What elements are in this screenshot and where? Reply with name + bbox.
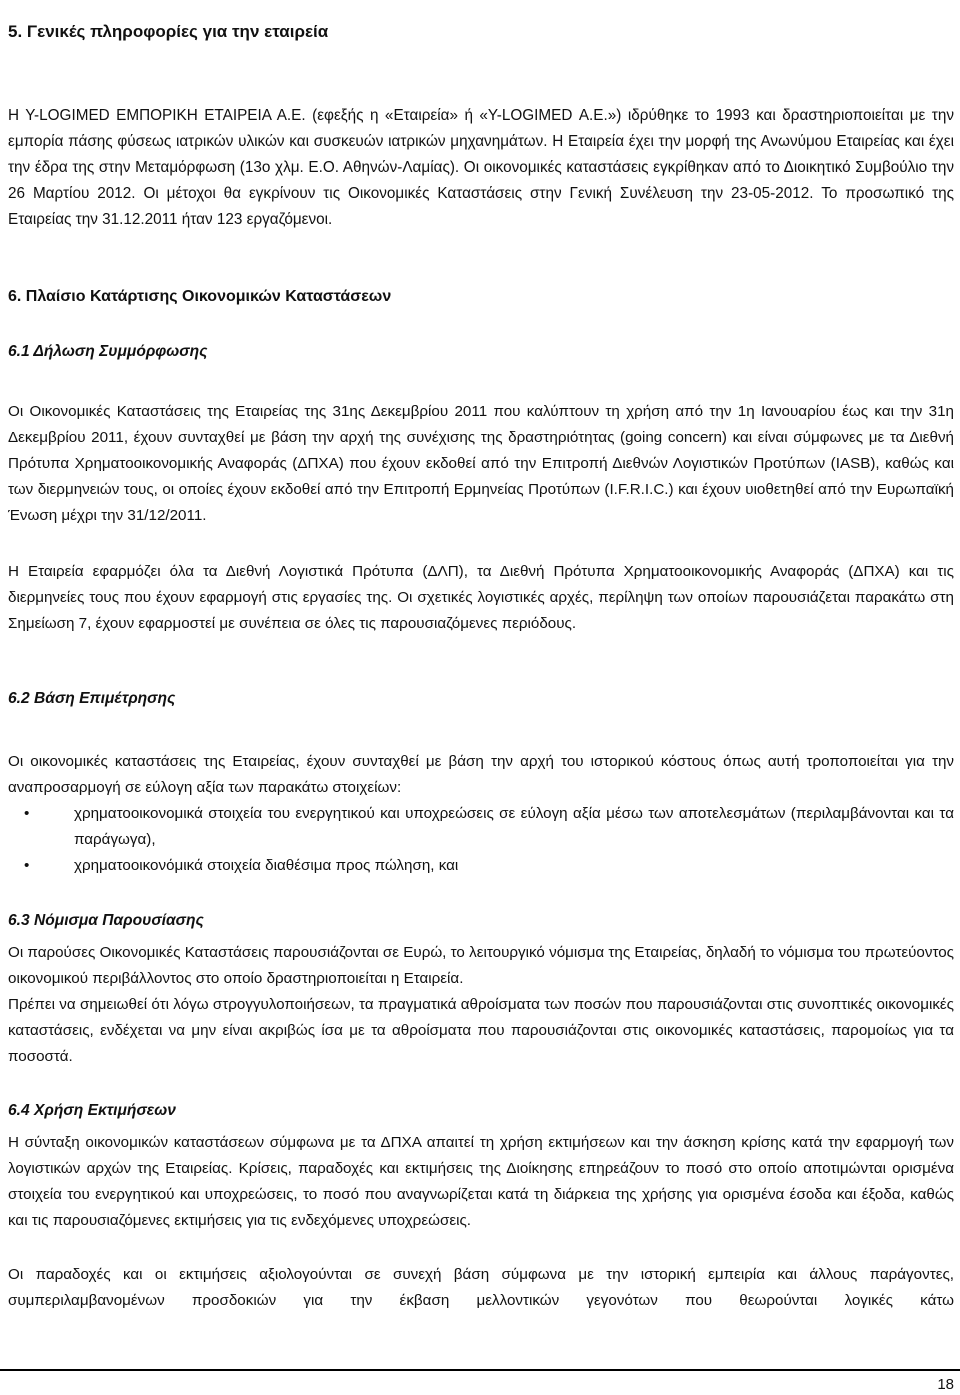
estimates-text: Η σύνταξη οικονομικών καταστάσεων σύμφωνα με τα ΔΠΧΑ απαιτεί τη χρήση εκτιμήσεων και την άσκηση κρίσης κατά την εφαρμογή των λογιστικών αρχών της Εταιρείας. Κρίσεις, παραδοχές και εκτιμήσεις της Διοίκησης επηρεάζουν το ποσό στο οποίο αποτιμώνται ορισμένα στοιχεία του ενεργητικού και υποχρεώσεις, το ποσό που αναγνωρίζεται κατά τη διάρκεια της χρήσης για ορισμένα έσοδα και έξοδα, καθώς και τις παρουσιαζόμενες εκτιμήσεις για τις ενδεχόμενες υποχρεώσεις.	[8, 1134, 954, 1229]
list-item: • χρηματοοικονόμικά στοιχεία διαθέσιμα προς πώληση, και	[8, 853, 954, 879]
section-6-4-paragraph-1	[8, 1130, 954, 1234]
section-6-3-heading: 6.3 Νόμισμα Παρουσίασης	[8, 912, 204, 929]
standards-text: Η Εταιρεία εφαρμόζει όλα τα Διεθνή Λογιστικά Πρότυπα (ΔΛΠ), τα Διεθνή Πρότυπα Χρηματοοικονομικής Αναφοράς (ΔΠΧΑ) και τις διερμηνείες τους που έχουν εφαρμογή στις εργασίες της. Οι σχετικές λογιστικές αρχές, περίληψη των οποίων παρουσιάζεται παρακάτω στη Σημείωση 7, έχουν εφαρμοστεί με συνέπεια σε όλες τις παρουσιαζόμενες περιόδους.	[8, 563, 954, 632]
section-6-2-paragraph	[8, 749, 954, 801]
section-6-2-bullet-list	[8, 801, 954, 879]
section-6-2-heading: 6.2 Βάση Επιμέτρησης	[8, 690, 176, 707]
measurement-basis-text: Οι οικονομικές καταστάσεις της Εταιρείας, έχουν συνταχθεί με βάση την αρχή του ιστορικού κόστους όπως αυτή τροποποιείται για την αναπροσαρμογή σε εύλογη αξία των παρακάτω στοιχείων:	[8, 753, 954, 796]
section-6-3-paragraph-2	[8, 992, 954, 1070]
footer-divider	[0, 1369, 960, 1371]
company-info-text: Η Υ-LOGIMED ΕΜΠΟΡΙΚΗ ΕΤΑΙΡΕΙΑ Α.Ε. (εφεξής η «Εταιρεία» ή «Υ-LOGIMED Α.Ε.») ιδρύθηκε το 1993 και δραστηριοποιείται με την εμπορία πάσης φύσεως ιατρικών υλικών και συσκευών ιατρικών μηχανημάτων. Η Εταιρεία έχει την μορφή της Ανωνύμου Εταιρείας και έχει την έδρα της στην Μεταμόρφωση (13ο χλμ. Ε.Ο. Αθηνών-Λαμίας). Οι οικονομικές καταστάσεις εγκρίθηκαν από το Διοικητικό Συμβούλιο την 26 Μαρτίου 2012. Οι μέτοχοι θα εγκρίνουν τις Οικονομικές Καταστάσεις στην Γενική Συνέλευση την 23-05-2012. Το προσωπικό της Εταιρείας την 31.12.2011 ήταν 123 εργαζόμενοι.	[8, 107, 954, 228]
list-item: • χρηματοοικονομικά στοιχεία του ενεργητικού και υποχρεώσεις σε εύλογη αξία μέσω των αποτελεσμάτων (περιλαμβάνονται και τα παράγωγα),	[8, 801, 954, 853]
section-6-4-heading: 6.4 Χρήση Εκτιμήσεων	[8, 1102, 176, 1119]
section-6-1-paragraph-2	[8, 559, 954, 637]
bullet-icon: •	[24, 856, 30, 874]
page-number: 18	[937, 1376, 954, 1393]
compliance-text: Οι Οικονομικές Καταστάσεις της Εταιρείας της 31ης Δεκεμβρίου 2011 που καλύπτουν τη χρήση από την 1η Ιανουαρίου έως και την 31η Δεκεμβρίου 2011, έχουν συνταχθεί με βάση την αρχή της συνέχισης της δραστηριότητας (going concern) και είναι σύμφωνες με τα Διεθνή Πρότυπα Χρηματοοικονομικής Αναφοράς (ΔΠΧΑ) που έχουν εκδοθεί από την Επιτροπή Διεθνών Λογιστικών Προτύπων (IASB), καθώς και των διερμηνειών τους, οι οποίες έχουν εκδοθεί από την Επιτροπή Ερμηνείας Προτύπων (I.F.R.I.C.) και έχουν υιοθετηθεί από την Ευρωπαϊκή Ένωση μέχρι την 31/12/2011.	[8, 403, 954, 524]
section-6-heading: 6. Πλαίσιο Κατάρτισης Οικονομικών Καταστάσεων	[8, 288, 392, 305]
assumptions-text: Οι παραδοχές και οι εκτιμήσεις αξιολογούνται σε συνεχή βάση σύμφωνα με την ιστορική εμπειρία και άλλους παράγοντες, συμπεριλαμβανομένων προσδοκιών για την έκβαση μελλοντικών γεγονότων που θεωρούνται λογικές κάτω	[8, 1266, 954, 1309]
section-6-1-heading: 6.1 Δήλωση Συμμόρφωσης	[8, 343, 208, 360]
section-5-heading: 5. Γενικές πληροφορίες για την εταιρεία	[8, 22, 329, 41]
section-6-1-paragraph-1	[8, 399, 954, 529]
section-6-4-paragraph-2	[8, 1262, 954, 1314]
section-6-3-paragraph-1	[8, 940, 954, 992]
rounding-text: Πρέπει να σημειωθεί ότι λόγω στρογγυλοποιήσεων, τα πραγματικά αθροίσματα των ποσών που παρουσιάζονται στις συνοπτικές οικονομικές καταστάσεις, ενδέχεται να μην είναι ακριβώς ίσα με τα αθροίσματα που παρουσιάζονται στις οικονομικές καταστάσεις, παρομοίως για τα ποσοστά.	[8, 996, 954, 1065]
currency-text: Οι παρούσες Οικονομικές Καταστάσεις παρουσιάζονται σε Ευρώ, το λειτουργικό νόμισμα της Εταιρείας, δηλαδή το νόμισμα του πρωτεύοντος οικονομικού περιβάλλοντος στο οποίο δραστηριοποιείται η Εταιρεία.	[8, 944, 954, 987]
section-5-paragraph	[8, 103, 954, 233]
bullet-icon: •	[24, 805, 30, 822]
